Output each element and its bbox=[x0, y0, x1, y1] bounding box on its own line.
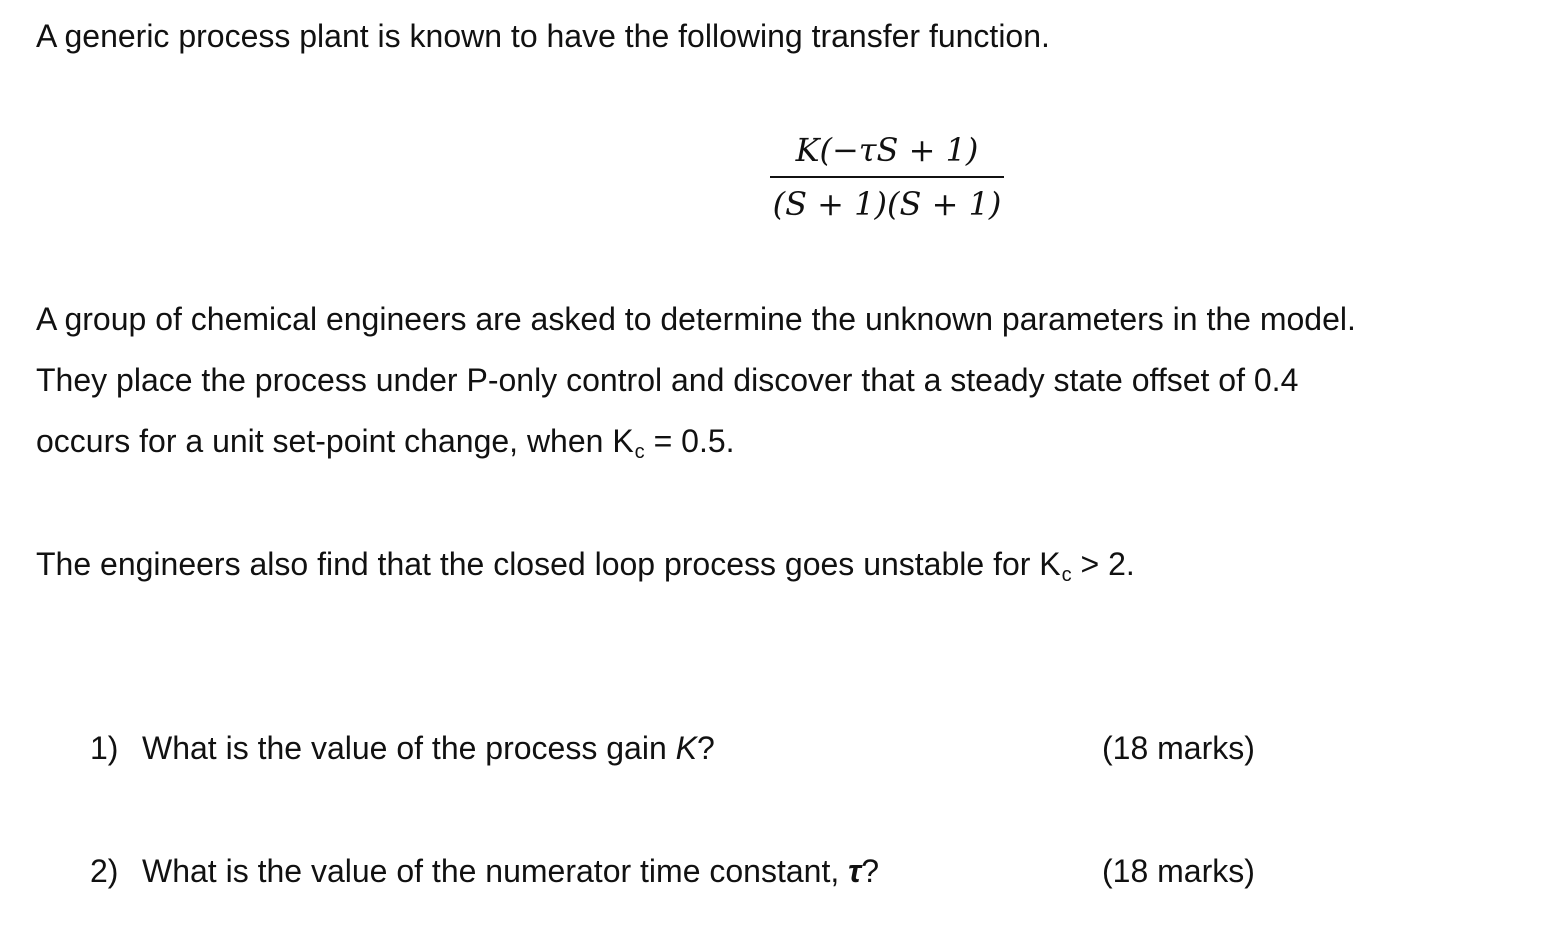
question-suffix: ? bbox=[861, 853, 879, 889]
transfer-function-numerator: K(−τS + 1) bbox=[795, 131, 979, 169]
question-1-marks: (18 marks) bbox=[1102, 730, 1255, 766]
paragraph-line-1: A group of chemical engineers are asked to determine the unknown parameters in the model. bbox=[36, 301, 1356, 337]
question-number: 1) bbox=[90, 730, 119, 766]
question-suffix: ? bbox=[696, 730, 715, 766]
question-2 bbox=[90, 851, 879, 891]
paragraph-line-3-value: = 0.5. bbox=[644, 423, 735, 459]
question-2-marks: (18 marks) bbox=[1102, 853, 1255, 889]
paragraph-line-2: They place the process under P-only control and discover that a steady state offset of 0.4 bbox=[36, 362, 1299, 398]
instability-value: > 2. bbox=[1071, 546, 1135, 582]
question-number: 2) bbox=[90, 853, 119, 889]
question-symbol: τ bbox=[848, 853, 862, 889]
paragraph-line-3 bbox=[36, 421, 735, 472]
question-text: What is the value of the process gain bbox=[142, 730, 676, 766]
instability-statement bbox=[36, 544, 1135, 595]
question-1 bbox=[90, 728, 715, 768]
paragraph-line-3-text: occurs for a unit set-point change, when K bbox=[36, 423, 634, 459]
transfer-function-denominator: (S + 1)(S + 1) bbox=[772, 185, 1002, 223]
transfer-function bbox=[770, 128, 1004, 226]
instability-text: The engineers also find that the closed loop process goes unstable for K bbox=[36, 546, 1061, 582]
question-text: What is the value of the numerator time constant, bbox=[142, 853, 849, 889]
question-symbol: K bbox=[675, 730, 697, 766]
kc-subscript: c bbox=[634, 441, 645, 463]
kc-subscript: c bbox=[1061, 564, 1072, 586]
intro-text: A generic process plant is known to have the following transfer function. bbox=[36, 18, 1050, 54]
fraction-bar bbox=[770, 176, 1004, 178]
